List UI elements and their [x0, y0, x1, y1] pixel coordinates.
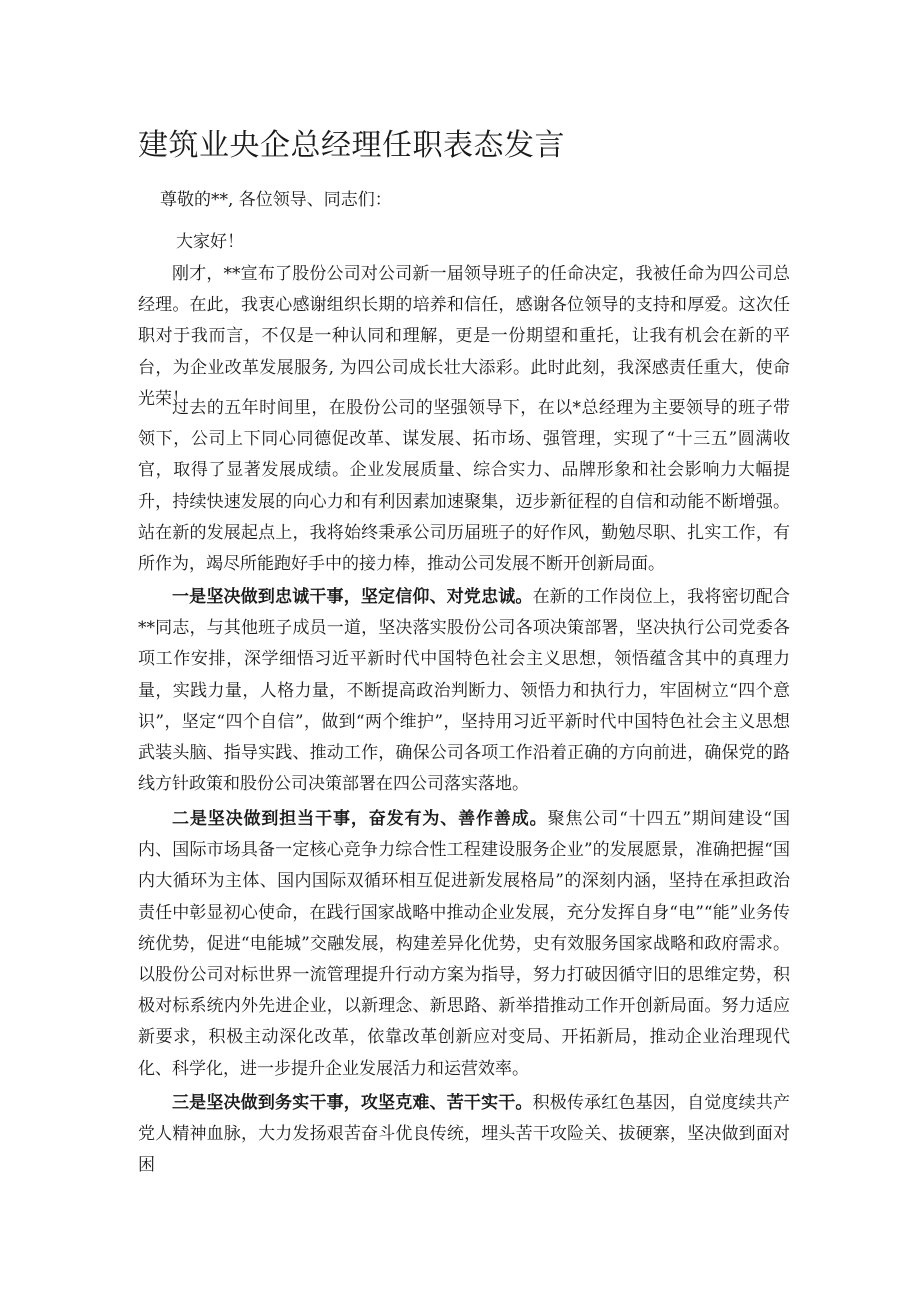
paragraph-point-one: [138, 582, 790, 800]
paragraph-text: 积极传承红色基因，自觉度续共产党人精神血脉，大力发扬艰苦奋斗优良传统，埋头苦干攻险关、拔硬寨，坚决做到面对困: [138, 1093, 791, 1176]
salutation: 尊敬的**, 各位领导、同志们：: [160, 190, 392, 210]
paragraph-past-five-years: [138, 393, 790, 580]
paragraph-text: 聚焦公司“十四五”期间建设“国内、国际市场具备一定核心竞争力综合性工程建设服务企业”的发展愿景，准确把握“国内大循环为主体、国内国际双循环相互促进新发展格局”的深刻内涵，坚持在承担政治责任中彰显初心使命，在践行国家战略中推动企业发展，充分发挥自身“电”“能”业务传统优势，促进“电能城”交融发展，构建差异化优势，史有效服务国家战略和政府需求。以股份公司对标世界一流管理提升行动方案为指导，努力打破因循守旧的思维定势，积极对标系统内外先进企业，以新理念、新思路、新举措推动工作开创新局面。努力适应新要求，积极主动深化改革，依靠改革创新应对变局、开拓新局，推动企业治理现代化、科学化，进一步提升企业发展活力和运营效率。: [138, 809, 791, 1079]
document-title: 建筑业央企总经理任职表态发言: [138, 128, 565, 163]
paragraph-lead: 二是坚决做到担当干事，奋发有为、善作善成。: [172, 809, 548, 829]
paragraph-lead: 三是坚决做到务实干事，攻坚克难、苦干实干。: [172, 1093, 533, 1113]
paragraph-text: 刚才，**宣布了股份公司对公司新一届领导班子的任命决定，我被任命为四公司总经理。在此，我衷心感谢组织长期的培养和信任，感谢各位领导的支持和厚爱。这次任职对于我而言，不仅是一种认同和理解，更是一份期望和重托，让我有机会在新的平台，为企业改革发展服务, 为四公司成长壮大添彩。此时此刻，我深感责任重大，使命光荣！: [138, 264, 790, 409]
greeting: 大家好！: [176, 232, 244, 252]
paragraph-text: 过去的五年时间里，在股份公司的坚强领导下，在以*总经理为主要领导的班子带领下，公司上下同心同德促改革、谋发展、拓市场、强管理，实现了“十三五”圆满收官，取得了显著发展成绩。企业发展质量、综合实力、品牌形象和社会影响力大幅提升，持续快速发展的向心力和有利因素加速聚集，迈步新征程的自信和动能不断增强。站在新的发展起点上，我将始终秉承公司历届班子的好作风，勤勉尽职、扎实工作，有所作为，竭尽所能跑好手中的接力棒，推动公司发展不断开创新局面。: [138, 398, 790, 575]
paragraph-appointment: [138, 259, 790, 415]
paragraph-lead: 一是坚决做到忠诚干事，坚定信仰、对党忠诚。: [172, 587, 533, 607]
paragraph-point-two: [138, 804, 790, 1085]
paragraph-text: 在新的工作岗位上，我将密切配合**同志，与其他班子成员一道，坚决落实股份公司各项决策部署，坚决执行公司党委各项工作安排，深学细悟习近平新时代中国特色社会主义思想，领悟蕴含其中的真理力量，实践力量，人格力量，不断提高政治判断力、领悟力和执行力，牢固树立“四个意识”，坚定“四个自信”，做到“两个维护”，坚持用习近平新时代中国特色社会主义思想武装头脑、指导实践、推动工作，确保公司各项工作沿着正确的方向前进，确保党的路线方针政策和股份公司决策部署在四公司落实落地。: [138, 587, 791, 795]
paragraph-point-three: [138, 1088, 790, 1182]
